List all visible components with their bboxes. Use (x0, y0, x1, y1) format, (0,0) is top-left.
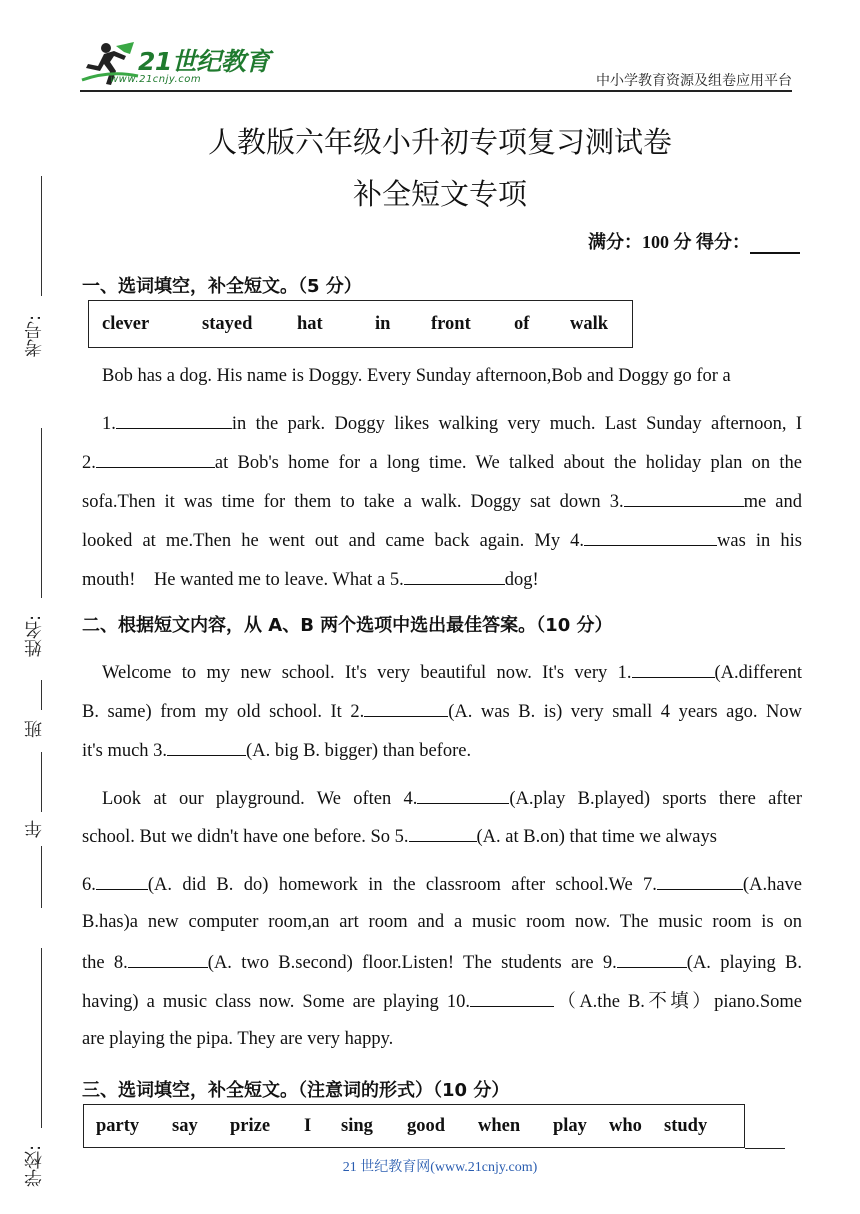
word-option: walk (570, 313, 609, 334)
word-option: in (375, 313, 391, 334)
page-subtitle: 补全短文专项 (352, 177, 527, 211)
margin-rule (41, 948, 42, 1128)
passage-line: having) a music class now. Some are playing 10. （A.the B.不填）piano.Some (82, 988, 802, 1014)
passage-line: mouth! He wanted me to leave. What a 5. dog! (82, 566, 802, 592)
margin-rule (41, 176, 42, 296)
answer-blank[interactable] (657, 871, 743, 890)
word-option: clever (102, 313, 150, 334)
passage-line: sofa.Then it was time for them to take a walk. Doggy sat down 3. me and (82, 488, 802, 514)
margin-school: 学校: (24, 1144, 45, 1188)
word-option: play (553, 1115, 587, 1136)
passage-line: 6. (A. did B. do) homework in the classroom after school.We 7. (A.have (82, 871, 802, 897)
answer-blank[interactable] (128, 949, 208, 968)
word-option: I (304, 1115, 312, 1136)
section2-heading: 二、根据短文内容，从 A、B 两个选项中选出最佳答案。（10 分） (82, 615, 613, 636)
word-option: hat (297, 313, 323, 334)
word-option: prize (230, 1115, 271, 1136)
word-option: front (431, 313, 471, 334)
score-label: 满分：100 分 得分： (588, 232, 750, 252)
score-line (588, 228, 800, 254)
answer-blank[interactable] (470, 988, 554, 1007)
passage-line: Look at our playground. We often 4. (A.play B.played) sports there after (82, 785, 802, 811)
answer-blank[interactable] (96, 449, 215, 468)
word-option: sing (341, 1115, 373, 1136)
margin-rule (41, 752, 42, 812)
section3-box-rule (745, 1148, 785, 1149)
passage-line: are playing the pipa. They are very happy. (82, 1029, 394, 1049)
margin-exam-no: 考号: (24, 314, 45, 358)
answer-blank[interactable] (364, 698, 448, 717)
margin-class: 班 (24, 720, 45, 738)
answer-blank[interactable] (617, 949, 687, 968)
word-option: say (172, 1115, 198, 1136)
word-option: good (407, 1115, 446, 1136)
passage-line: Welcome to my new school. It's very beautiful now. It's very 1. (A.different (82, 659, 802, 685)
logo-url: www.21cnjy.com (110, 74, 202, 85)
margin-rule (41, 846, 42, 908)
margin-rule (41, 428, 42, 598)
answer-blank[interactable] (417, 785, 509, 804)
word-option: study (664, 1115, 708, 1136)
passage-line: it's much 3. (A. big B. bigger) than before. (82, 737, 802, 763)
passage-line: school. But we didn't have one before. So 5. (A. at B.on) that time we always (82, 823, 802, 849)
answer-blank[interactable] (167, 737, 246, 756)
margin-grade: 年 (24, 820, 45, 838)
answer-blank[interactable] (404, 566, 505, 585)
word-option: who (609, 1115, 642, 1136)
passage-line: B. same) from my old school. It 2. (A. was B. is) very small 4 years ago. Now (82, 698, 802, 724)
margin-rule (41, 680, 42, 710)
passage-line: looked at me.Then he went out and came back again. My 4. was in his (82, 527, 802, 553)
answer-blank[interactable] (632, 659, 715, 678)
margin-name: 姓名: (24, 614, 45, 658)
score-blank[interactable] (750, 234, 800, 254)
passage-line: 1. in the park. Doggy likes walking very much. Last Sunday afternoon, I (82, 410, 802, 436)
logo-text: 21世纪教育 (138, 47, 270, 76)
footer-link[interactable]: 21 世纪教育网(www.21cnjy.com) (342, 1160, 538, 1175)
section3-heading: 三、选词填空，补全短文。（注意词的形式）（10 分） (82, 1080, 510, 1101)
answer-blank[interactable] (116, 410, 232, 429)
header-divider (80, 90, 792, 92)
word-option: of (514, 313, 530, 334)
answer-blank[interactable] (409, 823, 477, 842)
header-tagline: 中小学教育资源及组卷应用平台 (596, 74, 792, 89)
word-option: stayed (202, 313, 253, 334)
section3-word-box (83, 1104, 745, 1148)
answer-blank[interactable] (96, 871, 148, 890)
word-option: party (96, 1115, 140, 1136)
section1-word-box (88, 300, 633, 348)
page-title: 人教版六年级小升初专项复习测试卷 (207, 125, 672, 159)
site-logo[interactable] (80, 40, 270, 88)
passage-line: 2. at Bob's home for a long time. We talked about the holiday plan on the (82, 449, 802, 475)
word-option: when (478, 1115, 521, 1136)
answer-blank[interactable] (624, 488, 744, 507)
passage-line: Bob has a dog. His name is Doggy. Every Sunday afternoon,Bob and Doggy go for a (102, 366, 731, 386)
section1-heading: 一、选词填空，补全短文。（5 分） (82, 276, 362, 297)
answer-blank[interactable] (584, 527, 717, 546)
passage-line: B.has)a new computer room,an art room and a music room now. The music room is on (82, 912, 802, 932)
passage-line: the 8. (A. two B.second) floor.Listen! The students are 9. (A. playing B. (82, 949, 802, 975)
